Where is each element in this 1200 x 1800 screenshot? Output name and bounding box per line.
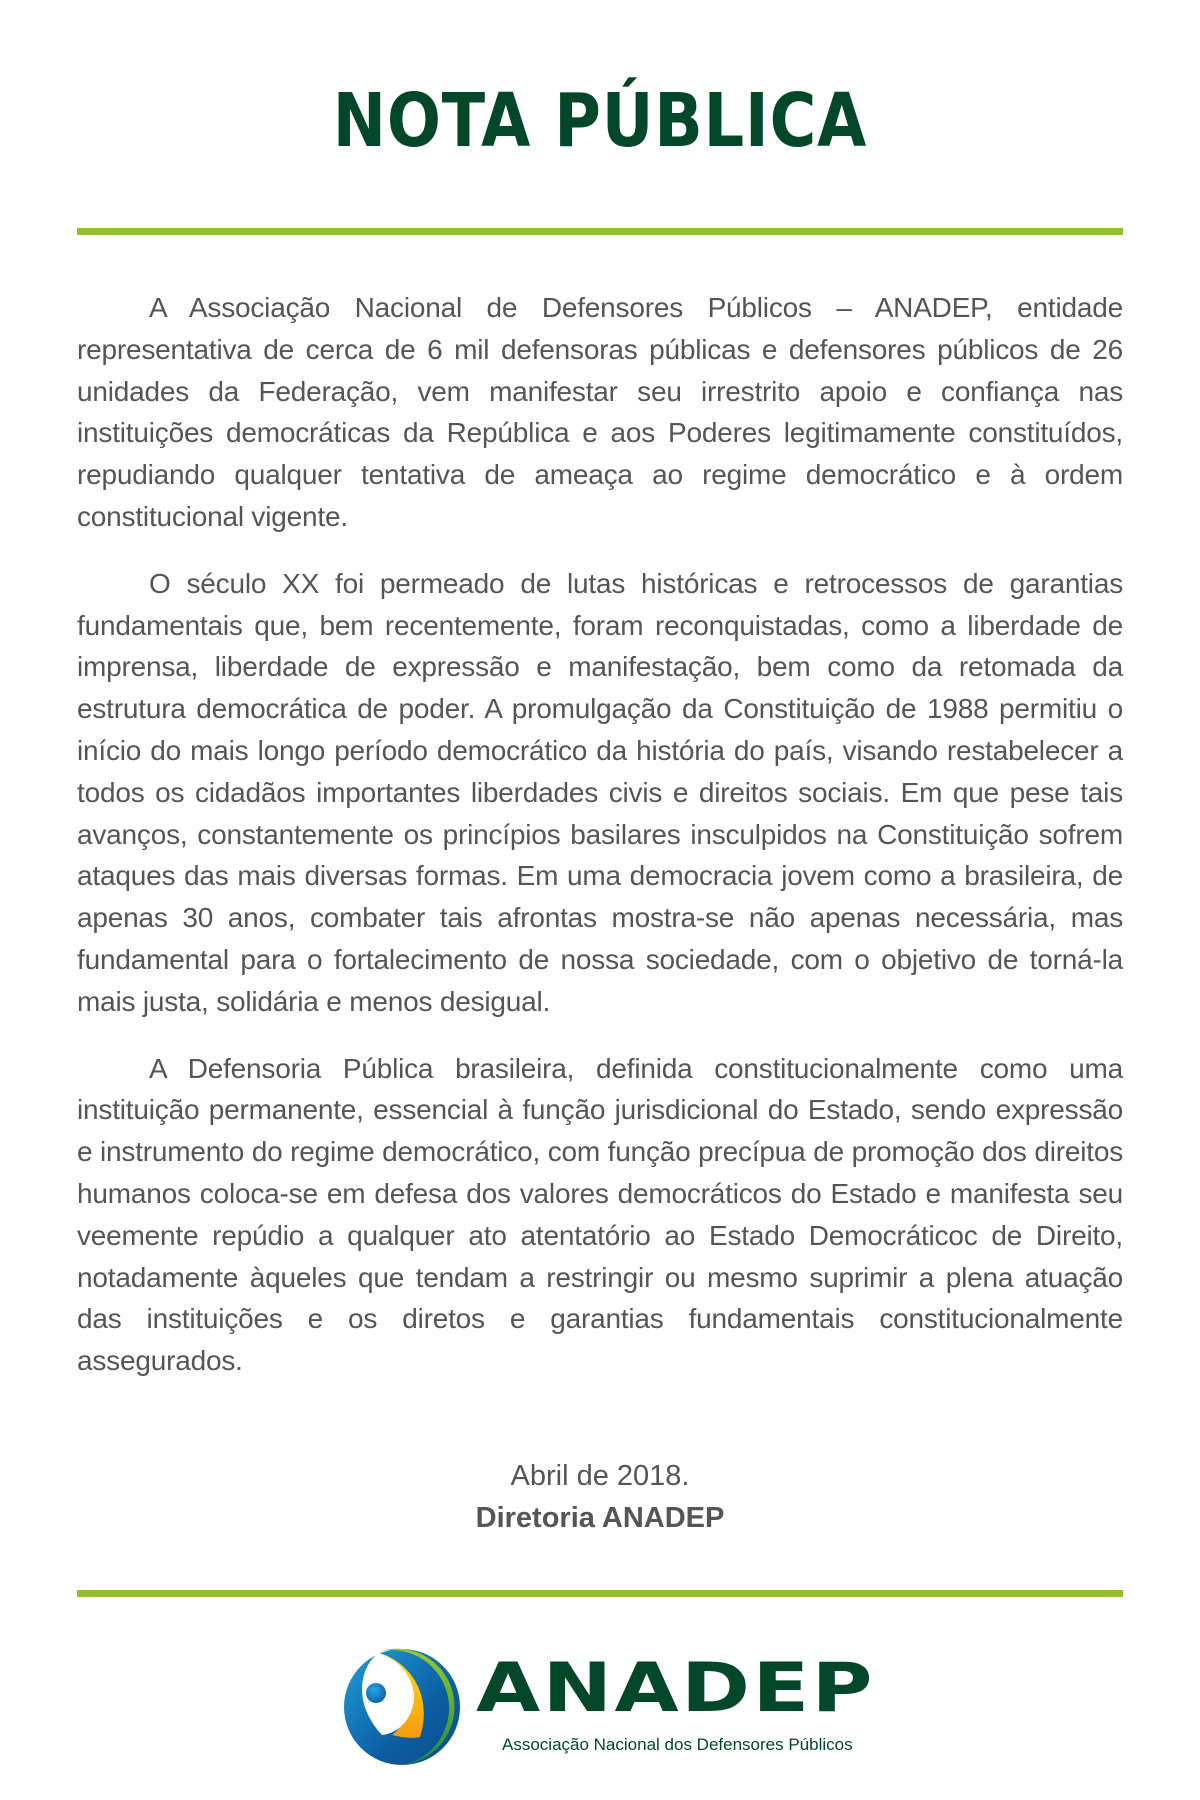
page-title: NOTA PÚBLICA bbox=[332, 78, 868, 164]
logo-wordmark: ANADEP bbox=[476, 1649, 875, 1728]
paragraph-1: A Associação Nacional de Defensores Públicos – ANADEP, entidade representativa de cerca de 6 mil defensoras públicas e defensores públicos de 26 unidades da Federação, vem manifestar seu irrestrito apoio e confiança nas instituições democráticas da República e aos Poderes legitimamente constituídos, repudiando qualquer tentativa de ameaça ao regime democrático e à ordem constitucional vigente. bbox=[77, 292, 1123, 532]
anadep-logo bbox=[340, 1645, 875, 1770]
paragraph-2: O século XX foi permeado de lutas históricas e retrocessos de garantias fundamentais que, bem recentemente, foram reconquistadas, como a liberdade de imprensa, liberdade de expressão e manifestação, bem como da retomada da estrutura democrática de poder. A promulgação da Constituição de 1988 permitiu o início do mais longo período democrático da história do país, visando restabelecer a todos os cidadãos importantes liberdades civis e direitos sociais. Em que pese tais avanços, constantemente os princípios basilares insculpidos na Constituição sofrem ataques das mais diversas formas. Em uma democracia jovem como a brasileira, de apenas 30 anos, combater tais afrontas mostra-se não apenas necessária, mas fundamental para o fortalecimento de nossa sociedade, com o objetivo de torná-la mais justa, solidária e menos desigual. bbox=[77, 567, 1123, 1017]
top-divider bbox=[77, 228, 1123, 235]
signature: Diretoria ANADEP bbox=[475, 1502, 725, 1534]
anadep-emblem-icon bbox=[340, 1645, 465, 1770]
note-body bbox=[77, 287, 1123, 1407]
bottom-divider bbox=[77, 1590, 1123, 1597]
closing-block bbox=[0, 1455, 1200, 1539]
date-line: Abril de 2018. bbox=[510, 1460, 690, 1492]
paragraph-3: A Defensoria Pública brasileira, definida constitucionalmente como uma instituição permanente, essencial à função jurisdicional do Estado, sendo expressão e instrumento do regime democrático, com função precípua de promoção dos direitos humanos coloca-se em defesa dos valores democráticos do Estado e manifesta seu veemente repúdio a qualquer ato atentatório ao Estado Democráticoc de Direito, notadamente àqueles que tendam a restringir ou mesmo suprimir a plena atuação das instituições e os diretos e garantias fundamentais constitucionalmente assegurados. bbox=[77, 1052, 1123, 1377]
logo-subtitle: Associação Nacional dos Defensores Públicos bbox=[502, 1735, 853, 1754]
